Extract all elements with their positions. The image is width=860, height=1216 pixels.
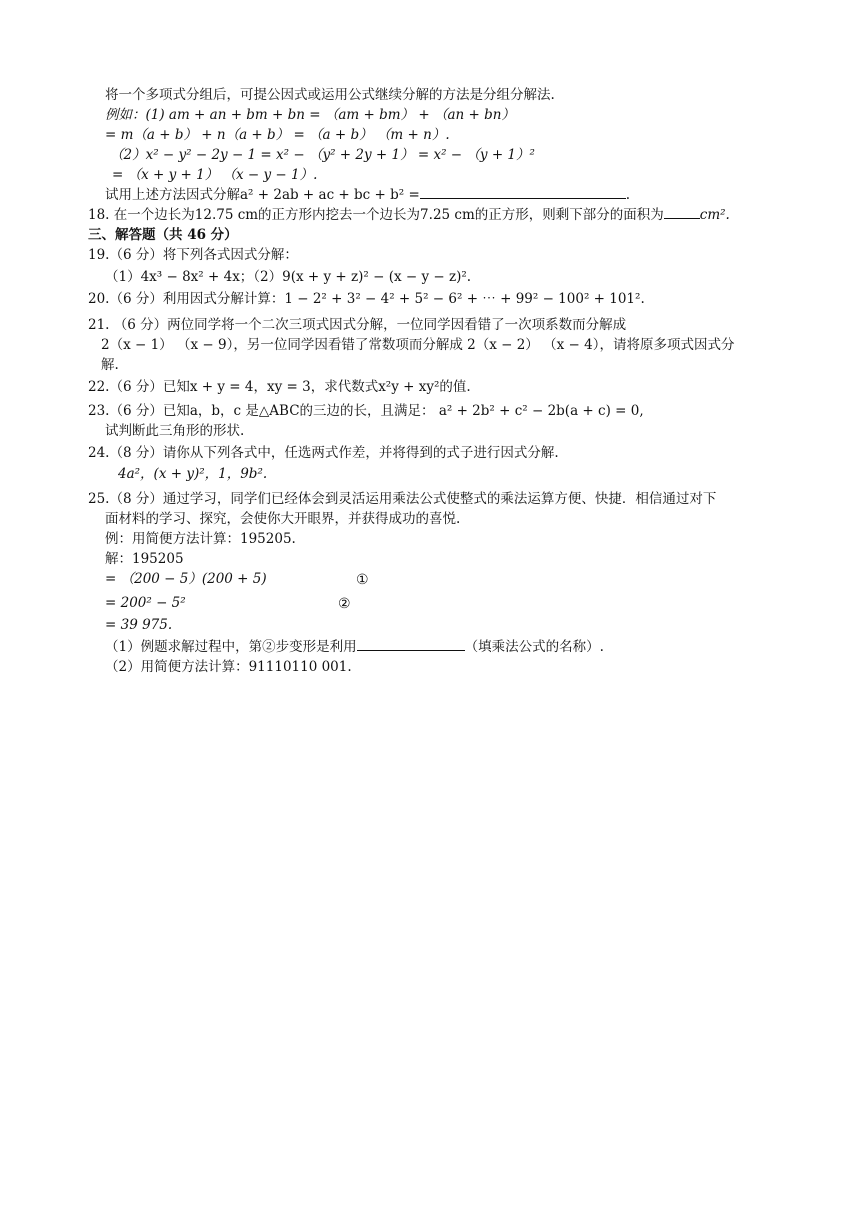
q22: 22.（6 分）已知x + y = 4，xy = 3，求代数式x²y + xy²的值. (88, 379, 471, 395)
q24-line2: 4a²，(x + y)²，1，9b². (118, 466, 268, 482)
q25-step1: = （200 − 5）(200 + 5) (105, 571, 267, 587)
q17-example2-line2: = （x + y + 1） （x − y − 1）. (112, 167, 318, 183)
q25-example: 例：用简便方法计算：195205. (105, 531, 296, 547)
q17-example1-line2: = m（a + b） + n（a + b） = （a + b） （m + n）. (105, 127, 450, 143)
q25-part2: （2）用简便方法计算：91110110 001. (105, 659, 352, 675)
q25-part1-text: （1）例题求解过程中，第②步变形是利用 (105, 639, 357, 655)
q19-body: （1）4x³ − 8x² + 4x；（2）9(x + y + z)² − (x − y − z)². (105, 269, 472, 285)
q17-task (105, 186, 630, 204)
q24-line1: 24.（8 分）请你从下列各式中，任选两式作差，并将得到的式子进行因式分解. (88, 445, 559, 461)
q19-heading: 19.（6 分）将下列各式因式分解： (88, 247, 298, 263)
q25-line2: 面材料的学习、探究，会使你大开眼界，并获得成功的喜悦. (105, 511, 461, 527)
q23-line1: 23.（6 分）已知a，b，c 是△ABC的三边的长，且满足： a² + 2b² + c² − 2b(a + c) = 0, (88, 403, 644, 419)
q20: 20.（6 分）利用因式分解计算：1 − 2² + 3² − 4² + 5² − 6² + ⋯ + 99² − 100² + 101². (88, 291, 645, 307)
q25-step2: = 200² − 5² (105, 595, 186, 611)
q17-example1-line1: 例如：(1) am + an + bm + bn = （am + bm） + （an + bn） (105, 107, 515, 123)
q25-step3: = 39 975. (105, 617, 173, 633)
q17-task-end: . (625, 187, 631, 203)
q23-line2: 试判断此三角形的形状. (105, 423, 245, 439)
q17-example2-line1: （2）x² − y² − 2y − 1 = x² − （y² + 2y + 1） = x² − （y + 1）² (110, 147, 535, 163)
q18-answer-blank[interactable] (664, 206, 700, 219)
q21-line1: 21. （6 分）两位同学将一个二次三项式因式分解，一位同学因看错了一次项系数而分解成 (88, 317, 627, 333)
q25-part1-blank[interactable] (357, 638, 465, 651)
step-marker-2: ② (338, 596, 351, 612)
q18 (88, 206, 730, 224)
q21-line3: 解. (101, 357, 119, 373)
section-3-heading: 三、解答题（共 46 分） (88, 227, 238, 243)
q17-answer-blank[interactable] (420, 186, 626, 199)
step-marker-1: ① (356, 572, 369, 588)
q25-solution: 解：195205 (105, 551, 184, 567)
q25-part1-end: （填乘法公式的名称）. (464, 639, 604, 655)
q17-intro: 将一个多项式分组后，可提公因式或运用公式继续分解的方法是分组分解法. (105, 87, 555, 103)
q25-part1 (105, 638, 604, 656)
q17-task-text: 试用上述方法因式分解a² + 2ab + ac + bc + b² = (105, 187, 420, 203)
q25-line1: 25.（8 分）通过学习，同学们已经体会到灵活运用乘法公式使整式的乘法运算方便、快捷．相信通过对下 (88, 491, 717, 507)
q18-unit: cm². (699, 207, 730, 223)
q18-text: 18. 在一个边长为12.75 cm的正方形内挖去一个边长为7.25 cm的正方形，则剩下部分的面积为 (88, 207, 664, 223)
q21-line2: 2（x − 1） （x − 9），另一位同学因看错了常数项而分解成 2（x − 2） （x − 4），请将原多项式因式分 (101, 337, 735, 353)
